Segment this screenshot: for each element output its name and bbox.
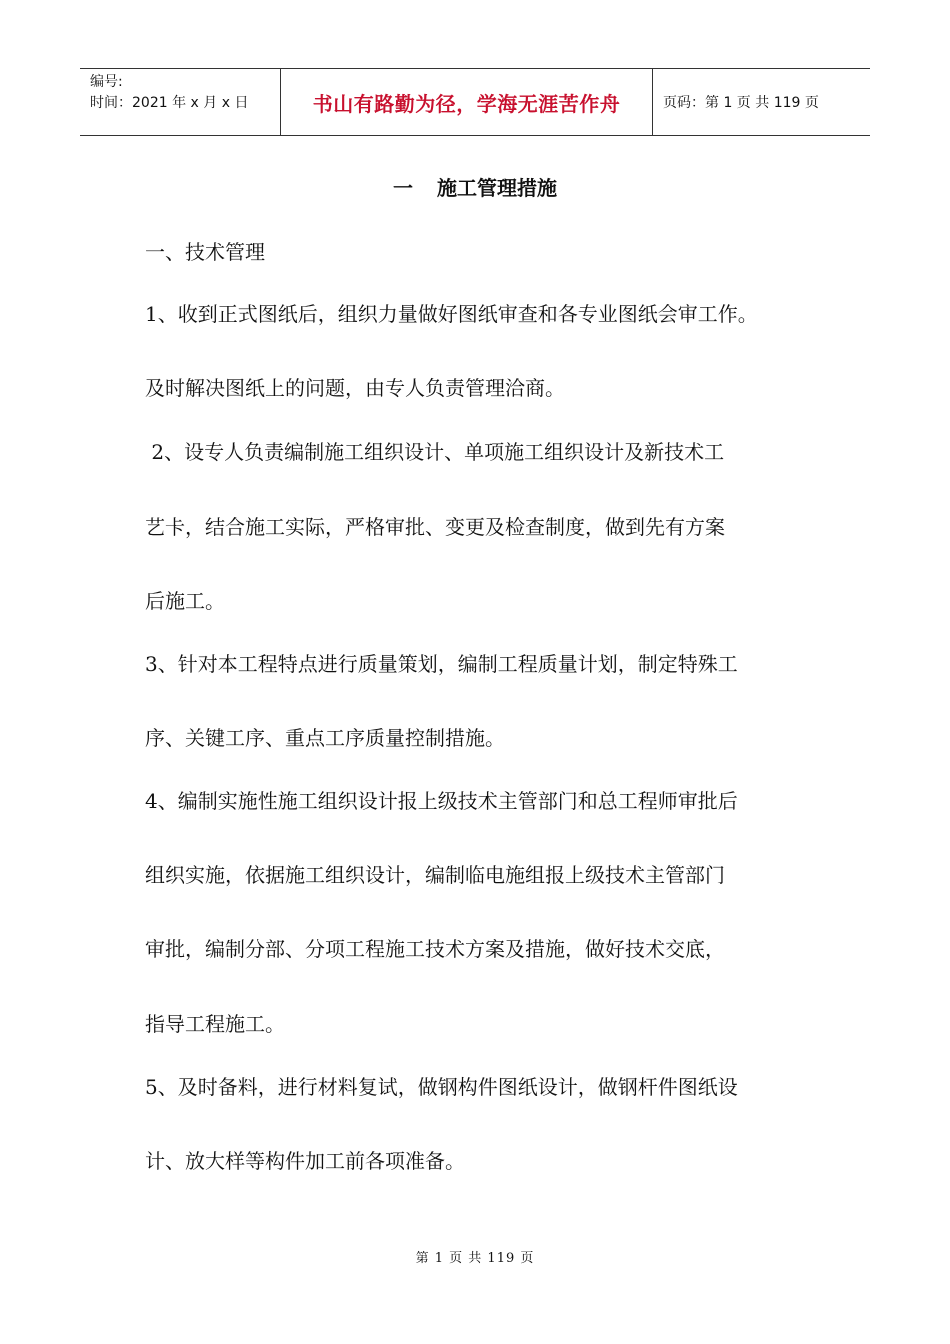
header-motto: 书山有路勤为径，学海无涯苦作舟 <box>281 69 653 135</box>
page-title <box>0 172 950 201</box>
body-line: 2、设专人负责编制施工组织设计、单项施工组织设计及新技术工 <box>145 440 725 464</box>
body-line: 1、收到正式图纸后，组织力量做好图纸审查和各专业图纸会审工作。 <box>145 302 758 326</box>
body-line: 组织实施，依据施工组织设计，编制临电施组报上级技术主管部门 <box>145 863 725 887</box>
section-heading: 一、技术管理 <box>145 240 265 264</box>
body-line: 指导工程施工。 <box>145 1012 285 1036</box>
body-line: 4、编制实施性施工组织设计报上级技术主管部门和总工程师审批后 <box>145 789 738 813</box>
header-time-label: 时间：2021 年 x 月 x 日 <box>90 95 249 111</box>
body-line: 及时解决图纸上的问题，由专人负责管理洽商。 <box>145 376 565 400</box>
body-line: 后施工。 <box>145 589 225 613</box>
body-line: 5、及时备料，进行材料复试，做钢构件图纸设计，做钢杆件图纸设 <box>145 1075 738 1099</box>
body-line: 序、关键工序、重点工序质量控制措施。 <box>145 726 505 750</box>
body-line: 审批，编制分部、分项工程施工技术方案及措施，做好技术交底， <box>145 937 725 961</box>
body-line: 艺卡，结合施工实际，严格审批、变更及检查制度，做到先有方案 <box>145 515 725 539</box>
header-code-label: 编号: <box>90 74 123 90</box>
body-line: 3、针对本工程特点进行质量策划，编制工程质量计划，制定特殊工 <box>145 652 738 676</box>
page-header <box>80 68 870 136</box>
title-number: 一 <box>393 176 413 200</box>
title-text: 施工管理措施 <box>437 176 557 200</box>
header-meta-cell <box>80 69 281 135</box>
header-page-info: 页码：第 1 页 共 119 页 <box>663 95 819 111</box>
page-footer: 第 1 页 共 119 页 <box>415 1251 535 1266</box>
body-line: 计、放大样等构件加工前各项准备。 <box>145 1149 465 1173</box>
